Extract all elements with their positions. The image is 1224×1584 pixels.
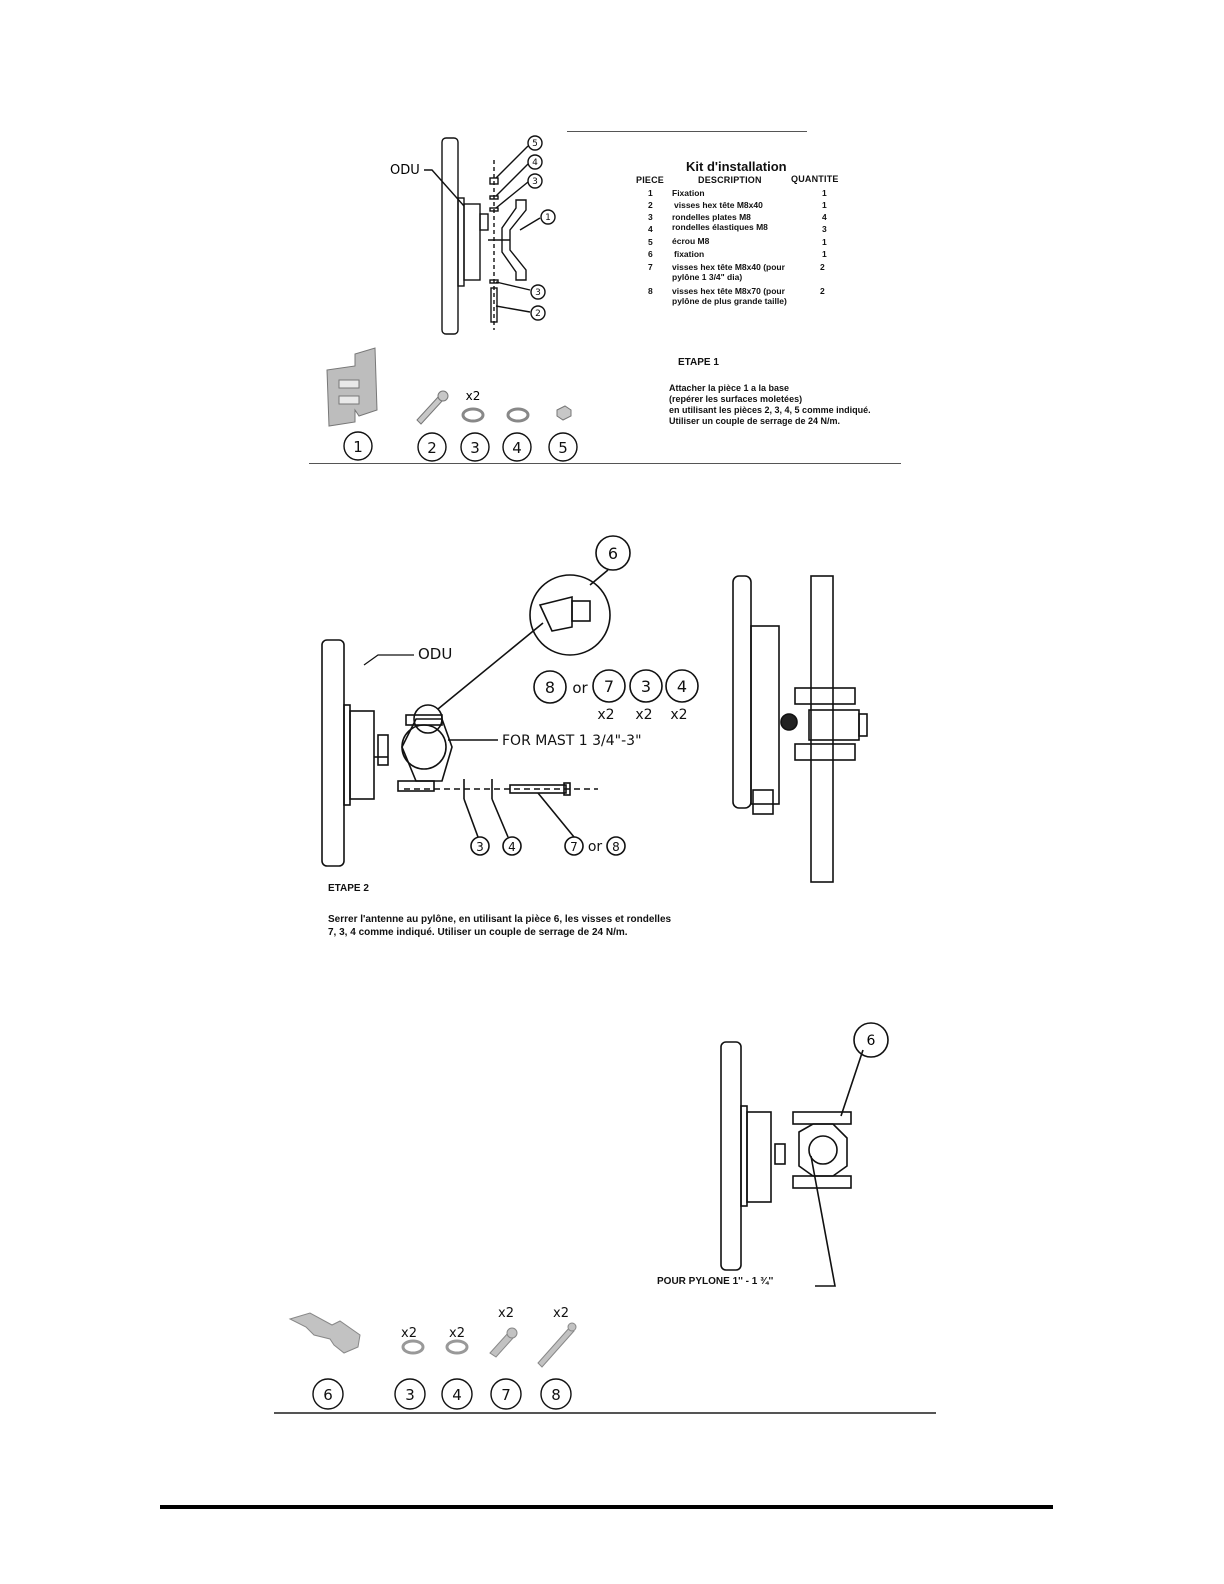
washer-part-3 [463,409,483,421]
kit-row-qty: 4 [822,212,827,222]
x2-label: x2 [401,1326,417,1341]
part-label: 2 [427,439,437,457]
kit-row-num: 8 [648,286,653,296]
bracket-part-6 [290,1313,360,1353]
x2-label: x2 [498,1306,514,1321]
step1-line: Attacher la pièce 1 a la base [669,383,790,393]
x2-label: x2 [597,707,615,723]
detail-callout: 6 [607,544,619,563]
callout-label: 5 [532,139,538,149]
x2-label: x2 [553,1306,569,1321]
or-label: or [572,679,588,697]
kit-row-desc: visses hex tête M8x40 [674,200,763,210]
kit-header-quantite: QUANTITE [791,174,839,184]
kit-row-num: 1 [648,188,653,198]
washer-part-3 [403,1341,423,1353]
kit-row-qty: 1 [822,200,827,210]
hw-label: 3 [640,677,652,696]
callout-label: 3 [532,177,538,187]
kit-row-qty: 2 [820,286,825,296]
step1-exploded-drawing [370,130,580,345]
step1-heading: ETAPE 1 [678,357,719,368]
hw-label: 8 [544,678,556,697]
odu-label: ODU [390,163,420,178]
kit-row-num: 4 [648,224,653,234]
kit-row-desc: visses hex tête M8x70 (pour pylône de plus grande taille) [672,286,787,306]
callout-label: 2 [535,309,541,319]
part-label: 4 [512,439,522,457]
hw-label: 4 [676,677,688,696]
divider [567,131,807,132]
bolt-part-8 [538,1327,574,1367]
kit-row-num: 3 [648,212,653,222]
kit-row-num: 6 [648,249,653,259]
kit-row-num: 2 [648,200,653,210]
bracket-part-1 [327,348,377,426]
step2-exploded-drawing [318,535,718,875]
small-mast-drawing [715,1020,900,1300]
nut-part-5 [557,406,571,420]
callout-label: 8 [612,840,620,854]
odu-label: ODU [418,645,453,663]
divider [274,1412,936,1414]
kit-row-desc: visses hex tête M8x40 (pour pylône 1 3/4" dia) [672,262,785,282]
x2-label: x2 [635,707,653,723]
callout-label: 1 [545,213,551,223]
part-label: 8 [551,1386,561,1404]
part-label: 3 [470,439,480,457]
lock-washer-part-4 [447,1341,467,1353]
kit-row-qty: 1 [822,249,827,259]
multiplier-label: x2 [465,389,481,403]
kit-row-desc: rondelles plates M8 [672,212,751,222]
kit-row-desc: Fixation [672,188,705,198]
kit-row-desc: rondelles élastiques M8 [672,222,768,232]
or-label: or [587,839,603,855]
lock-washer-part-4 [508,409,528,421]
x2-label: x2 [449,1326,465,1341]
part-label: 7 [501,1386,511,1404]
step1-line: (repérer les surfaces moletées) [669,394,803,404]
odu-panel-shape [442,138,458,334]
step2-heading: ETAPE 2 [328,883,369,894]
divider [309,463,901,464]
hw-label: 7 [603,677,615,696]
kit-header-description: DESCRIPTION [698,175,762,185]
step2-assembled-view [725,572,875,887]
kit-row-qty: 1 [822,188,827,198]
callout-label: 3 [535,288,541,298]
step1-line: Utiliser un couple de serrage de 24 N/m. [669,416,841,426]
bolt-part-2 [417,391,448,424]
step1-line: en utilisant les pièces 2, 3, 4, 5 comme indiqué. [669,405,871,415]
part-label: 4 [452,1386,462,1404]
kit-header-piece: PIECE [636,175,665,185]
kit-row-num: 7 [648,262,653,272]
x2-label: x2 [670,707,688,723]
callout-label: 4 [508,840,516,854]
kit-row-num: 5 [648,237,653,247]
small-mast-caption: POUR PYLONE 1'' - 1 ¾'' [657,1276,774,1287]
kit-row-desc: écrou M8 [672,236,710,246]
kit-row-qty: 1 [822,237,827,247]
step1-parts-row [315,340,600,465]
callout-label: 4 [532,158,538,168]
step2-line: 7, 3, 4 comme indiqué. Utiliser un couple de serrage de 24 N/m. [328,927,628,938]
part-label: 6 [323,1386,333,1404]
part-label: 5 [558,439,568,457]
callout-label: 3 [476,840,484,854]
callout-label: 6 [866,1033,876,1049]
kit-row-qty: 3 [822,224,827,234]
footer-rule [160,1505,1053,1509]
mast-label: FOR MAST 1 3/4"-3" [502,733,642,749]
step2-line: Serrer l'antenne au pylône, en utilisant la pièce 6, les visses et rondelles [328,914,672,925]
callout-label: 7 [570,840,578,854]
kit-row-qty: 2 [820,262,825,272]
part-label: 1 [353,438,363,456]
step3-parts-row [280,1295,600,1415]
kit-title: Kit d'installation [686,159,787,174]
part-label: 3 [405,1386,415,1404]
kit-row-desc: fixation [674,249,705,259]
